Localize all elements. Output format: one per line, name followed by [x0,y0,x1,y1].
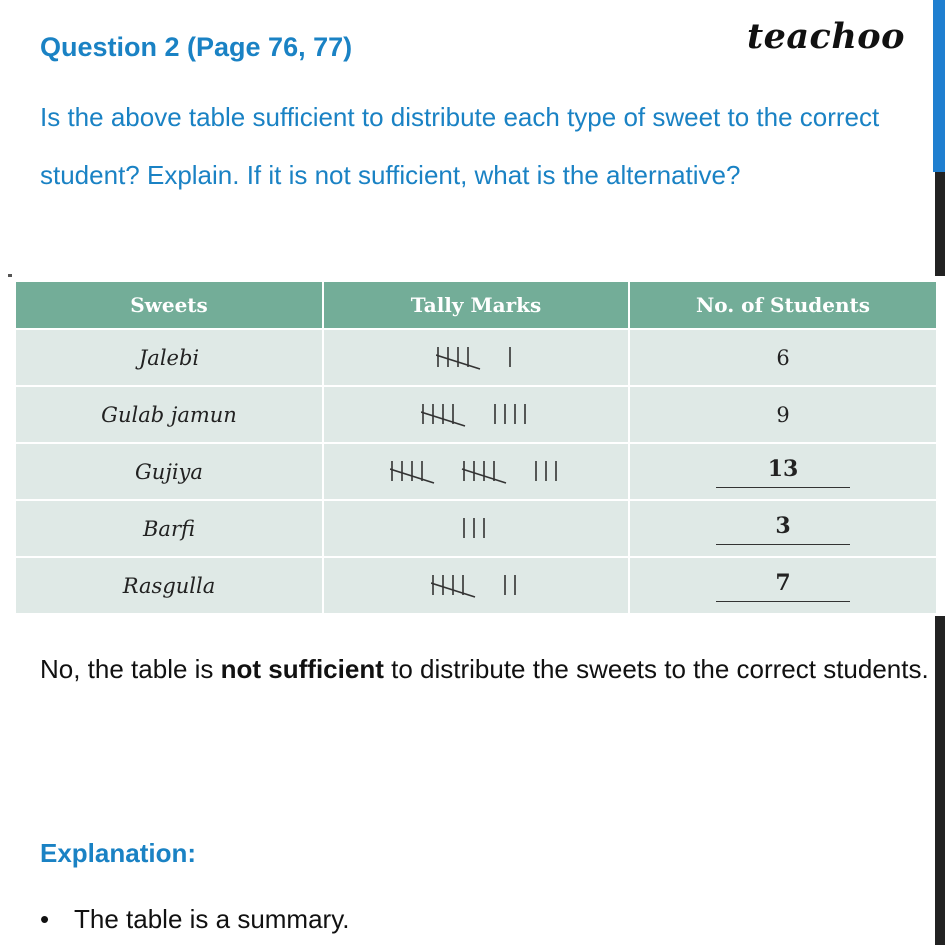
sweet-name: Rasgulla [16,557,323,613]
slide-mark [8,274,12,277]
student-count-cell [629,500,936,557]
slide-accent-bar [933,0,945,172]
answer-part-2: to distribute the sweets to the correct students. [383,654,929,684]
explanation-title: Explanation: [40,838,197,868]
sweet-name: Jalebi [16,329,323,386]
slide-edge-dark-bottom [935,616,945,945]
sweet-name: Barfi [16,500,323,557]
bullet-dot: • [40,904,50,934]
question-text: Is the above table sufficient to distribute each type of sweet to the correct student? Explain. If it is not sufficient, what is the alternative? [40,102,880,190]
tally-marks [323,443,629,500]
filled-answer: 7 [716,569,850,602]
student-count: 9 [629,386,936,443]
tally-graphic [390,457,562,487]
table-row [16,557,936,613]
table-row [16,386,936,443]
answer-part-1: No, the table is [40,654,221,684]
table-row [16,443,936,500]
table-header-row [16,282,936,329]
tally-graphic [421,400,531,430]
tally-graphic [462,514,490,544]
tally-marks [323,386,629,443]
table-row [16,329,936,386]
tally-marks [323,329,629,386]
sweet-name: Gujiya [16,443,323,500]
header-no-of-students: No. of Students [629,282,936,329]
sweets-table [16,282,936,613]
sweet-name: Gulab jamun [16,386,323,443]
answer-text [40,640,930,698]
table-row [16,500,936,557]
tally-marks [323,500,629,557]
header-sweets: Sweets [16,282,323,329]
slide-edge-dark-top [935,172,945,276]
tally-graphic [431,571,521,601]
student-count-cell [629,443,936,500]
filled-answer: 13 [716,455,850,488]
tally-graphic [436,343,516,373]
student-count-cell [629,557,936,613]
bullet-text: The table is a summary. [74,904,350,934]
filled-answer: 3 [716,512,850,545]
tally-marks [323,557,629,613]
teachoo-logo: teachoo [746,16,905,57]
answer-emphasis: not sufficient [220,654,384,684]
header-tally-marks: Tally Marks [323,282,629,329]
student-count: 6 [629,329,936,386]
explanation-bullet [40,904,350,935]
question-title: Question 2 (Page 76, 77) [40,32,353,62]
